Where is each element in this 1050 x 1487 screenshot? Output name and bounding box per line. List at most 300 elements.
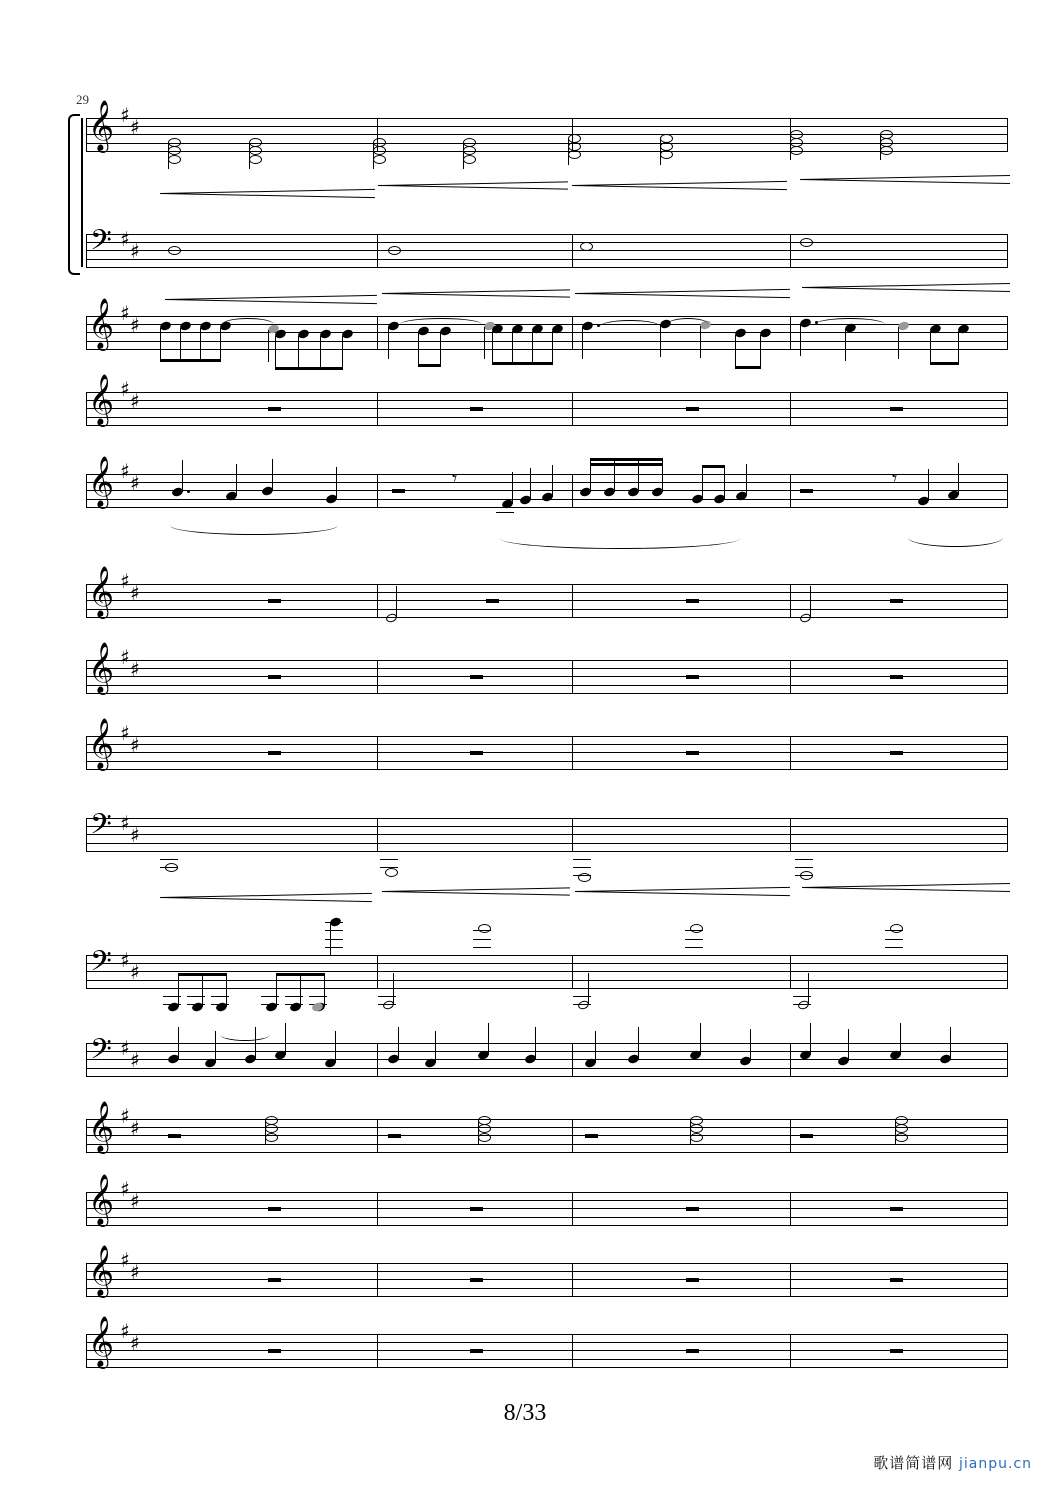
system-barline <box>81 118 83 267</box>
ledger-line <box>211 996 229 997</box>
half-rest <box>686 675 699 679</box>
staff-line <box>86 769 1008 770</box>
key-signature-sharp: ♯ <box>130 312 140 337</box>
barline <box>790 1043 791 1076</box>
staff-line <box>86 259 1008 260</box>
note-stem <box>898 327 899 359</box>
staff-line <box>86 1200 1008 1201</box>
note-stem <box>724 465 725 499</box>
treble-clef-icon: 𝄞 <box>88 374 115 425</box>
note-stem <box>342 336 343 370</box>
staff-line <box>86 490 1008 491</box>
barline <box>1007 1119 1008 1152</box>
ledger-line <box>163 996 181 997</box>
barline <box>1007 1334 1008 1367</box>
staff-line <box>86 1334 1008 1335</box>
chord-note <box>690 1133 703 1142</box>
key-signature-sharp: ♯ <box>130 656 140 681</box>
note-stem <box>790 134 791 160</box>
key-signature-sharp: ♯ <box>120 1318 130 1343</box>
barline <box>1007 1043 1008 1076</box>
barline <box>790 584 791 617</box>
half-rest <box>890 675 903 679</box>
eighth-rest: 𝄾 <box>452 466 458 491</box>
note-stem <box>275 336 276 370</box>
staff-line <box>86 685 1008 686</box>
note-stem <box>930 331 931 365</box>
note-stem <box>396 586 397 618</box>
staff-line <box>86 1288 1008 1289</box>
ledger-line <box>885 947 903 948</box>
augmentation-dot <box>187 490 190 493</box>
ledger-line <box>309 996 327 997</box>
note-stem <box>900 1023 901 1055</box>
note-stem <box>958 331 959 365</box>
staff-left-barline <box>86 1043 87 1076</box>
chord-note <box>660 150 673 159</box>
whole-note <box>388 246 401 255</box>
whole-note <box>165 863 178 872</box>
key-signature-sharp: ♯ <box>120 226 130 251</box>
beam <box>702 465 725 468</box>
half-rest <box>686 751 699 755</box>
chord-note <box>265 1133 278 1142</box>
barline <box>790 660 791 693</box>
note-stem <box>690 1121 691 1145</box>
note-stem <box>582 327 583 359</box>
treble-clef-icon: 𝄞 <box>88 566 115 617</box>
staff-left-barline <box>86 955 87 988</box>
note-stem <box>324 973 325 1007</box>
barline <box>1007 316 1008 349</box>
staff-line <box>86 736 1008 737</box>
staff-line <box>86 609 1008 610</box>
barline <box>377 1263 378 1296</box>
half-rest <box>268 1207 281 1211</box>
note-stem <box>272 459 273 491</box>
slur <box>222 318 274 331</box>
note-stem <box>488 1023 489 1055</box>
staff-line <box>86 400 1008 401</box>
beam <box>590 463 663 466</box>
staff-line <box>86 1127 1008 1128</box>
staff-line <box>86 1367 1008 1368</box>
barline <box>572 660 573 693</box>
staff-line <box>86 267 1008 268</box>
half-rest <box>686 599 699 603</box>
ledger-line <box>285 996 303 997</box>
whole-note <box>580 242 593 251</box>
staff-line <box>86 592 1008 593</box>
note-stem <box>298 336 299 370</box>
slur <box>400 318 482 331</box>
half-rest <box>800 489 813 493</box>
slur <box>815 318 885 331</box>
key-signature-sharp: ♯ <box>130 1048 140 1072</box>
half-rest <box>392 489 405 493</box>
system-brace <box>68 114 80 275</box>
beam <box>735 366 761 369</box>
key-signature-sharp: ♯ <box>120 458 130 483</box>
page-number: 8/33 <box>503 1400 547 1426</box>
ledger-line <box>261 996 279 997</box>
barline <box>377 1043 378 1076</box>
staff-line <box>86 1271 1008 1272</box>
half-rest <box>890 1349 903 1353</box>
barline <box>377 1192 378 1225</box>
half-rest <box>470 407 483 411</box>
hairpin-line <box>800 179 1010 184</box>
treble-clef-icon: 𝄞 <box>88 1101 115 1152</box>
crescendo-hairpin <box>802 880 1010 894</box>
treble-clef-icon: 𝄞 <box>88 298 115 349</box>
staff-line <box>86 1263 1008 1264</box>
staff-line <box>86 482 1008 483</box>
barline <box>790 1192 791 1225</box>
ledger-line <box>885 939 903 940</box>
key-signature-sharp: ♯ <box>130 580 140 605</box>
chord-note <box>463 155 476 164</box>
barline <box>572 474 573 507</box>
barline <box>572 1192 573 1225</box>
half-rest <box>470 675 483 679</box>
note-stem <box>928 469 929 501</box>
barline <box>572 1043 573 1076</box>
note-stem <box>268 330 269 362</box>
barline <box>377 660 378 693</box>
note-stem <box>700 1023 701 1055</box>
half-rest <box>268 1349 281 1353</box>
crescendo-hairpin <box>378 178 568 192</box>
treble-clef-icon: 𝄞 <box>88 1245 115 1296</box>
staff-line <box>86 1068 1008 1069</box>
barline <box>572 234 573 267</box>
staff-line <box>86 1359 1008 1360</box>
staff-line <box>86 234 1008 235</box>
note-stem <box>800 324 801 356</box>
key-signature-sharp: ♯ <box>120 300 130 325</box>
whole-note <box>385 868 398 877</box>
note-stem <box>895 1121 896 1145</box>
note-stem <box>568 139 569 165</box>
staff-line <box>86 1119 1008 1120</box>
ledger-line <box>160 859 178 860</box>
half-rest <box>890 751 903 755</box>
barline <box>1007 1192 1008 1225</box>
note-stem <box>440 333 441 367</box>
staff-line <box>86 1135 1008 1136</box>
half-rest <box>268 599 281 603</box>
barline <box>790 736 791 769</box>
ledger-line <box>261 1004 279 1005</box>
hairpin-line <box>165 299 377 304</box>
crescendo-hairpin <box>165 292 377 306</box>
treble-clef-icon: 𝄞 <box>88 100 115 151</box>
note-stem <box>746 464 747 496</box>
note-stem <box>848 1029 849 1061</box>
barline <box>1007 818 1008 851</box>
barline <box>790 1334 791 1367</box>
note-stem <box>182 460 183 492</box>
staff-line <box>86 1043 1008 1044</box>
half-rest <box>268 675 281 679</box>
beam <box>492 362 553 365</box>
staff-line <box>86 1279 1008 1280</box>
note-stem <box>202 973 203 1007</box>
chord-note <box>880 146 893 155</box>
staff-line <box>86 134 1008 135</box>
barline <box>377 474 378 507</box>
barline <box>1007 660 1008 693</box>
barline <box>572 736 573 769</box>
half-rest <box>890 599 903 603</box>
hairpin-line <box>575 293 790 298</box>
staff-line <box>86 963 1008 964</box>
note-stem <box>330 923 331 955</box>
ledger-line <box>496 512 514 513</box>
note-stem <box>532 331 533 365</box>
ledger-line <box>473 1119 491 1120</box>
barline <box>572 955 573 988</box>
note-stem <box>958 463 959 495</box>
barline <box>377 392 378 425</box>
staff-line <box>86 341 1008 342</box>
staff-line <box>86 143 1008 144</box>
staff-line <box>86 392 1008 393</box>
note-stem <box>178 1027 179 1059</box>
ledger-line <box>325 939 343 940</box>
half-rest <box>470 751 483 755</box>
measure-number: 29 <box>76 92 89 107</box>
ledger-line <box>573 859 591 860</box>
barline <box>377 818 378 851</box>
note-stem <box>336 467 337 499</box>
key-signature-sharp: ♯ <box>120 810 130 835</box>
beam <box>276 973 325 976</box>
key-signature-sharp: ♯ <box>130 470 140 495</box>
note-stem <box>300 973 301 1007</box>
ledger-line <box>795 859 813 860</box>
beam <box>418 364 441 367</box>
slur <box>500 528 740 549</box>
ledger-line <box>685 947 703 948</box>
note-stem <box>638 1027 639 1059</box>
key-signature-sharp: ♯ <box>130 732 140 757</box>
barline <box>377 1334 378 1367</box>
crescendo-hairpin <box>382 286 570 300</box>
staff-left-barline <box>86 818 87 851</box>
crescendo-hairpin <box>802 280 1010 294</box>
treble-clef-icon: 𝄞 <box>88 718 115 769</box>
barline <box>790 1263 791 1296</box>
key-signature-sharp: ♯ <box>120 644 130 669</box>
staff-line <box>86 118 1008 119</box>
barline <box>1007 955 1008 988</box>
note-stem <box>160 328 161 362</box>
bass-clef-icon: 𝄢 <box>90 1033 112 1073</box>
staff-line <box>86 417 1008 418</box>
ledger-line <box>187 1004 205 1005</box>
crescendo-hairpin <box>800 172 1010 186</box>
staff-line <box>86 676 1008 677</box>
staff-line <box>86 834 1008 835</box>
staff-line <box>86 584 1008 585</box>
bass-clef-icon: 𝄢 <box>90 808 112 848</box>
staff-line <box>86 250 1008 251</box>
half-rest <box>268 751 281 755</box>
staff-line <box>86 1051 1008 1052</box>
bass-clef-icon: 𝄢 <box>90 224 112 264</box>
half-rest <box>890 1278 903 1282</box>
barline <box>377 584 378 617</box>
half-rest <box>890 1207 903 1211</box>
staff-line <box>86 408 1008 409</box>
hairpin-line <box>160 193 375 198</box>
note-stem <box>588 973 589 1005</box>
key-signature-sharp: ♯ <box>120 1247 130 1272</box>
eighth-rest: 𝄾 <box>892 466 898 491</box>
staff-line <box>86 1296 1008 1297</box>
barline <box>572 1119 573 1152</box>
note-stem <box>320 336 321 370</box>
barline <box>1007 474 1008 507</box>
staff-line <box>86 826 1008 827</box>
barline <box>377 1119 378 1152</box>
staff-line <box>86 1342 1008 1343</box>
note-stem <box>236 464 237 496</box>
beam <box>590 458 663 461</box>
whole-note <box>800 871 813 880</box>
note-stem <box>810 1023 811 1055</box>
note-stem <box>512 472 513 504</box>
barline <box>790 818 791 851</box>
barline <box>1007 1263 1008 1296</box>
hairpin-line <box>572 185 787 190</box>
beam <box>178 973 227 976</box>
key-signature-sharp: ♯ <box>130 1259 140 1284</box>
half-rest <box>585 1134 598 1138</box>
key-signature-sharp: ♯ <box>130 388 140 413</box>
staff-line <box>86 474 1008 475</box>
note-stem <box>180 328 181 362</box>
note-stem <box>265 1121 266 1145</box>
staff-line <box>86 425 1008 426</box>
staff-line <box>86 507 1008 508</box>
note-stem <box>435 1031 436 1063</box>
watermark-url: jianpu.cn <box>958 1456 1032 1472</box>
staff-line <box>86 1192 1008 1193</box>
chord-note <box>249 155 262 164</box>
barline <box>572 316 573 349</box>
barline <box>790 316 791 349</box>
whole-note <box>578 873 591 882</box>
beam <box>275 367 343 370</box>
note-stem <box>335 1031 336 1063</box>
note-stem <box>255 1027 256 1059</box>
slur <box>220 1028 270 1041</box>
note-stem <box>760 335 761 369</box>
hairpin-line <box>802 287 1010 292</box>
chord-note <box>790 146 803 155</box>
staff-line <box>86 151 1008 152</box>
treble-clef-icon: 𝄞 <box>88 1174 115 1225</box>
staff-line <box>86 126 1008 127</box>
staff-line <box>86 744 1008 745</box>
note-stem <box>220 328 221 362</box>
note-stem <box>810 586 811 618</box>
half-rest <box>268 1278 281 1282</box>
note-stem <box>595 1031 596 1063</box>
bass-clef-icon: 𝄢 <box>90 945 112 985</box>
note-stem <box>388 327 389 359</box>
crescendo-hairpin <box>575 884 790 898</box>
note-stem <box>200 328 201 362</box>
staff-line <box>86 349 1008 350</box>
half-rest <box>686 407 699 411</box>
staff-line <box>86 668 1008 669</box>
chord-note <box>568 150 581 159</box>
staff-line <box>86 1225 1008 1226</box>
note-stem <box>552 465 553 497</box>
barline <box>572 392 573 425</box>
half-rest <box>800 1134 813 1138</box>
staff-line <box>86 1350 1008 1351</box>
barline <box>790 1119 791 1152</box>
staff-line <box>86 693 1008 694</box>
note-stem <box>552 331 553 365</box>
note-stem <box>660 139 661 165</box>
note-stem <box>215 1031 216 1063</box>
ledger-line <box>795 867 813 868</box>
ledger-line <box>163 1004 181 1005</box>
crescendo-hairpin <box>382 884 570 898</box>
hairpin-line <box>160 897 372 902</box>
staff-line <box>86 660 1008 661</box>
note-stem <box>808 973 809 1005</box>
half-rest <box>470 1349 483 1353</box>
key-signature-sharp: ♯ <box>130 114 140 139</box>
barline <box>1007 392 1008 425</box>
note-stem <box>702 465 703 499</box>
note-stem <box>249 143 250 169</box>
crescendo-hairpin <box>572 178 787 192</box>
barline <box>377 955 378 988</box>
note-stem <box>373 143 374 169</box>
key-signature-sharp: ♯ <box>120 1176 130 1201</box>
barline <box>1007 736 1008 769</box>
crescendo-hairpin <box>575 286 790 300</box>
barline <box>790 474 791 507</box>
key-signature-sharp: ♯ <box>130 1188 140 1213</box>
treble-clef-icon: 𝄞 <box>88 456 115 507</box>
staff-line <box>86 761 1008 762</box>
note-stem <box>168 143 169 169</box>
key-signature-sharp: ♯ <box>120 568 130 593</box>
staff-line <box>86 955 1008 956</box>
half-rest <box>686 1278 699 1282</box>
watermark-text: 歌谱简谱网 <box>873 1454 954 1472</box>
treble-clef-icon: 𝄞 <box>88 642 115 693</box>
note-stem <box>700 326 701 358</box>
note-stem <box>530 468 531 500</box>
half-rest <box>388 1134 401 1138</box>
ledger-line <box>685 1119 703 1120</box>
key-signature-sharp: ♯ <box>130 1115 140 1140</box>
ledger-line <box>380 859 398 860</box>
staff-line <box>86 1059 1008 1060</box>
barline <box>377 316 378 349</box>
chord-note <box>895 1133 908 1142</box>
